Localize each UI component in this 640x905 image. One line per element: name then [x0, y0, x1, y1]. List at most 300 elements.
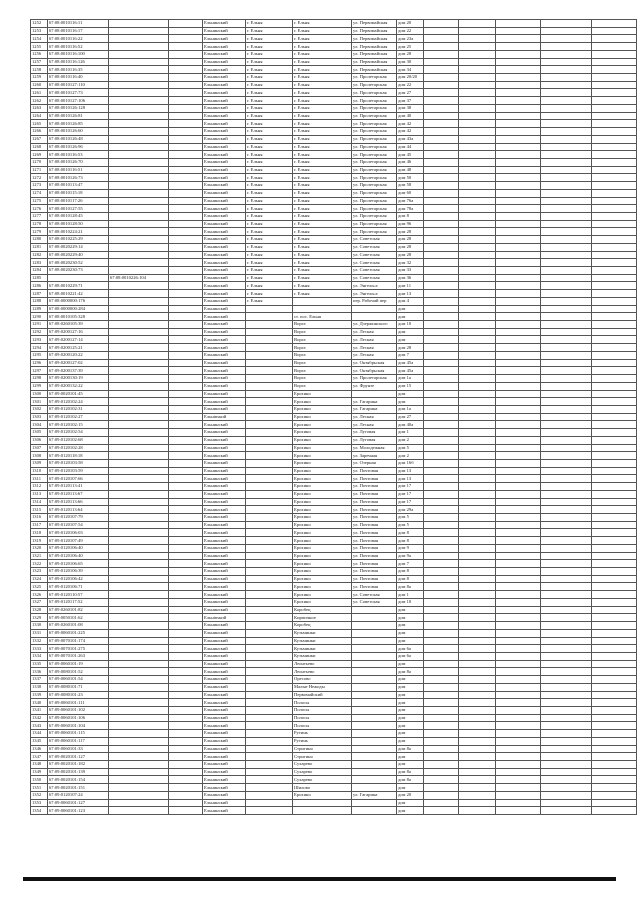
table-cell: [246, 398, 293, 406]
table-cell: 67:09:0120117:52: [48, 598, 109, 606]
table-cell: [459, 459, 496, 467]
table-cell: г. Ельня: [246, 189, 293, 197]
table-cell: дом 20: [397, 791, 424, 799]
table-cell: [352, 637, 397, 645]
table-cell: г. Ельня: [293, 143, 352, 151]
table-cell: [459, 74, 496, 82]
table-cell: [459, 514, 496, 522]
table-cell: [169, 328, 203, 336]
table-cell: [424, 598, 459, 606]
table-cell: [459, 66, 496, 74]
table-cell: [424, 267, 459, 275]
table-cell: Ерохино: [293, 436, 352, 444]
table-cell: дом 8: [397, 529, 424, 537]
table-cell: ул. Советская: [352, 236, 397, 244]
table-cell: Ерохино: [293, 583, 352, 591]
table-cell: ул. Пролетарская: [352, 212, 397, 220]
table-row: [31, 151, 637, 159]
table-cell: г. Ельня: [293, 182, 352, 190]
table-cell: г. Ельня: [293, 151, 352, 159]
table-cell: [541, 405, 592, 413]
table-cell: Ельнинский: [203, 197, 246, 205]
table-cell: ул. Пролетарская: [352, 189, 397, 197]
table-cell: [352, 390, 397, 398]
table-cell: 1325: [31, 583, 48, 591]
table-cell: Ерохино: [293, 398, 352, 406]
table-cell: г. Ельня: [293, 74, 352, 82]
table-cell: [496, 776, 541, 784]
table-cell: 67:09:0120102:54: [48, 429, 109, 437]
table-cell: [459, 27, 496, 35]
table-cell: ул. Луговая: [352, 429, 397, 437]
table-cell: [352, 676, 397, 684]
table-cell: ул. Лесная: [352, 351, 397, 359]
table-cell: 67:08:0010116:17: [48, 27, 109, 35]
table-cell: Ерохино: [293, 429, 352, 437]
table-cell: [109, 668, 169, 676]
table-cell: Ерохино: [293, 475, 352, 483]
table-cell: [541, 722, 592, 730]
table-cell: [541, 128, 592, 136]
table-cell: г. Ельня: [293, 97, 352, 105]
table-cell: 67:08:0000000:176: [48, 297, 109, 305]
table-cell: дом 13: [397, 290, 424, 298]
table-cell: [246, 784, 293, 792]
table-cell: г. Ельня: [246, 158, 293, 166]
table-cell: 67:08:0010116:51: [48, 166, 109, 174]
table-row: [31, 182, 637, 190]
table-cell: г. Ельня: [293, 43, 352, 51]
table-cell: [109, 452, 169, 460]
table-cell: [496, 290, 541, 298]
table-row: [31, 737, 637, 745]
table-cell: [424, 313, 459, 321]
table-cell: [541, 791, 592, 799]
table-cell: Ельнинский: [203, 436, 246, 444]
table-cell: [496, 297, 541, 305]
table-cell: ул. Первомайская: [352, 27, 397, 35]
table-cell: 1350: [31, 776, 48, 784]
table-cell: 1320: [31, 544, 48, 552]
table-cell: Ворга: [293, 344, 352, 352]
table-cell: г. Ельня: [293, 135, 352, 143]
table-cell: Ворга: [293, 367, 352, 375]
table-cell: [459, 158, 496, 166]
table-cell: [496, 722, 541, 730]
table-cell: [592, 784, 637, 792]
table-cell: Ерохино: [293, 544, 352, 552]
table-cell: [459, 622, 496, 630]
table-cell: 67:09:0020101:45: [48, 390, 109, 398]
table-cell: [109, 521, 169, 529]
table-cell: дом 6а: [397, 652, 424, 660]
table-cell: Первомайский: [293, 691, 352, 699]
table-cell: [424, 552, 459, 560]
table-cell: [459, 784, 496, 792]
table-row: [31, 166, 637, 174]
table-cell: [109, 761, 169, 769]
table-cell: [169, 660, 203, 668]
table-cell: 67:09:0120102:68: [48, 436, 109, 444]
table-cell: Ерохино: [293, 568, 352, 576]
table-cell: г. Ельня: [246, 97, 293, 105]
table-cell: г. Ельня: [246, 27, 293, 35]
table-cell: [109, 637, 169, 645]
table-cell: [169, 514, 203, 522]
table-cell: [541, 614, 592, 622]
table-cell: [541, 629, 592, 637]
table-cell: [541, 35, 592, 43]
table-cell: [109, 81, 169, 89]
table-cell: Ельнинский: [203, 537, 246, 545]
table-cell: 67:08:0010116:22: [48, 35, 109, 43]
table-cell: дом 60: [397, 189, 424, 197]
table-cell: [424, 475, 459, 483]
table-cell: [169, 652, 203, 660]
table-cell: [169, 637, 203, 645]
table-cell: [496, 529, 541, 537]
table-cell: 1291: [31, 321, 48, 329]
table-cell: 1288: [31, 297, 48, 305]
table-cell: [496, 228, 541, 236]
table-cell: [109, 290, 169, 298]
table-cell: дом: [397, 390, 424, 398]
table-row: [31, 676, 637, 684]
table-cell: 67:09:0050101:62: [48, 614, 109, 622]
table-cell: [592, 791, 637, 799]
table-cell: [109, 328, 169, 336]
table-cell: [496, 143, 541, 151]
table-cell: [592, 637, 637, 645]
table-cell: [424, 668, 459, 676]
table-cell: Ерохино: [293, 552, 352, 560]
table-cell: ул. Пролетарская: [352, 166, 397, 174]
table-cell: [459, 189, 496, 197]
table-cell: дом 8: [397, 212, 424, 220]
table-cell: [424, 351, 459, 359]
table-cell: [541, 243, 592, 251]
table-cell: [352, 807, 397, 815]
table-cell: [109, 514, 169, 522]
table-cell: дом 27: [397, 413, 424, 421]
table-cell: [169, 189, 203, 197]
table-cell: г. Ельня: [293, 50, 352, 58]
table-cell: [246, 730, 293, 738]
table-cell: [246, 807, 293, 815]
table-cell: дом 2: [397, 436, 424, 444]
table-cell: г. Ельня: [293, 20, 352, 28]
table-cell: 67:08:0010221:42: [48, 290, 109, 298]
table-cell: [541, 598, 592, 606]
table-cell: [496, 745, 541, 753]
table-cell: 1279: [31, 228, 48, 236]
table-cell: [424, 791, 459, 799]
table-cell: 1335: [31, 660, 48, 668]
table-cell: Ельнинский: [203, 97, 246, 105]
table-cell: [496, 259, 541, 267]
table-cell: 1301: [31, 398, 48, 406]
table-cell: [109, 459, 169, 467]
table-cell: дом: [397, 683, 424, 691]
table-cell: Ерохино: [293, 452, 352, 460]
table-cell: [109, 791, 169, 799]
table-cell: [496, 189, 541, 197]
table-row: [31, 776, 637, 784]
table-cell: ул. Почтовая: [352, 490, 397, 498]
table-cell: [169, 120, 203, 128]
table-cell: Ельнинский: [203, 182, 246, 190]
table-cell: [496, 282, 541, 290]
table-cell: Ерохино: [293, 598, 352, 606]
table-cell: г. Ельня: [246, 174, 293, 182]
table-cell: [293, 305, 352, 313]
table-cell: [424, 560, 459, 568]
table-cell: 67:08:0010126:81: [48, 112, 109, 120]
table-row: [31, 722, 637, 730]
table-cell: 1266: [31, 128, 48, 136]
table-cell: дом: [397, 799, 424, 807]
table-cell: 67:08:0010113:47: [48, 182, 109, 190]
table-cell: [592, 745, 637, 753]
table-cell: [541, 444, 592, 452]
table-cell: [246, 328, 293, 336]
table-row: [31, 629, 637, 637]
table-cell: [109, 660, 169, 668]
table-cell: [109, 35, 169, 43]
table-cell: [109, 730, 169, 738]
table-cell: 67:08:0010116:40: [48, 74, 109, 82]
table-cell: [541, 382, 592, 390]
table-cell: [541, 552, 592, 560]
table-cell: 1333: [31, 645, 48, 653]
table-cell: дом 20/20: [397, 74, 424, 82]
table-cell: [169, 459, 203, 467]
table-cell: [109, 807, 169, 815]
table-cell: г. Ельня: [246, 166, 293, 174]
table-cell: Полосы: [293, 699, 352, 707]
table-cell: [496, 81, 541, 89]
table-cell: Ельнинский: [203, 629, 246, 637]
table-cell: [541, 475, 592, 483]
table-cell: [459, 506, 496, 514]
table-row: [31, 637, 637, 645]
table-cell: [496, 112, 541, 120]
table-cell: Ельнинский: [203, 560, 246, 568]
table-cell: Ерохино: [293, 483, 352, 491]
table-cell: [496, 799, 541, 807]
table-cell: [592, 43, 637, 51]
table-cell: [246, 722, 293, 730]
table-cell: [541, 490, 592, 498]
table-cell: [352, 652, 397, 660]
table-cell: [459, 467, 496, 475]
table-cell: Рутинь: [293, 737, 352, 745]
table-cell: [496, 629, 541, 637]
table-cell: [459, 251, 496, 259]
table-cell: [424, 220, 459, 228]
table-cell: Ельнинский: [203, 776, 246, 784]
table-cell: г. Ельня: [293, 290, 352, 298]
table-cell: [169, 182, 203, 190]
registry-table-body: [31, 20, 637, 815]
table-cell: 67:09:0200127:16: [48, 328, 109, 336]
table-cell: 1297: [31, 367, 48, 375]
table-cell: 67:08:0010126:85: [48, 120, 109, 128]
table-cell: дом: [397, 660, 424, 668]
table-cell: г. Ельня: [293, 220, 352, 228]
table-cell: [496, 274, 541, 282]
table-cell: 67:09:0120106:42: [48, 575, 109, 583]
table-row: [31, 691, 637, 699]
table-cell: [352, 784, 397, 792]
table-cell: [541, 591, 592, 599]
table-cell: 1323: [31, 568, 48, 576]
table-row: [31, 104, 637, 112]
table-cell: Ерохино: [293, 421, 352, 429]
table-cell: [592, 112, 637, 120]
table-cell: [496, 313, 541, 321]
table-cell: [109, 251, 169, 259]
table-cell: дом 45: [397, 151, 424, 159]
table-cell: [459, 490, 496, 498]
table-cell: [592, 189, 637, 197]
table-cell: [459, 614, 496, 622]
table-cell: [169, 737, 203, 745]
table-cell: [459, 552, 496, 560]
table-cell: дом 5: [397, 514, 424, 522]
table-cell: ул. Пролетарская: [352, 375, 397, 383]
table-cell: [424, 104, 459, 112]
table-cell: [459, 714, 496, 722]
table-cell: дом 28: [397, 50, 424, 58]
table-cell: дом: [397, 313, 424, 321]
table-cell: [246, 753, 293, 761]
table-cell: 1269: [31, 151, 48, 159]
table-cell: [169, 367, 203, 375]
table-cell: [352, 745, 397, 753]
table-cell: дом: [397, 305, 424, 313]
table-cell: Ельнинский: [203, 591, 246, 599]
table-cell: 67:09:0120106:40: [48, 544, 109, 552]
table-cell: [352, 645, 397, 653]
table-cell: Ельнинский: [203, 467, 246, 475]
table-cell: [459, 328, 496, 336]
table-cell: 1280: [31, 236, 48, 244]
table-cell: Ельнинский: [203, 544, 246, 552]
table-row: [31, 89, 637, 97]
table-cell: 1277: [31, 212, 48, 220]
table-cell: [496, 544, 541, 552]
table-row: [31, 212, 637, 220]
table-cell: [424, 143, 459, 151]
table-cell: г. Ельня: [246, 274, 293, 282]
table-cell: [592, 20, 637, 28]
table-cell: [424, 166, 459, 174]
table-cell: [541, 197, 592, 205]
table-cell: Ельнинский: [203, 328, 246, 336]
table-cell: [541, 683, 592, 691]
table-cell: [109, 591, 169, 599]
table-cell: [459, 151, 496, 159]
table-cell: [496, 120, 541, 128]
table-cell: 1273: [31, 182, 48, 190]
table-cell: 1305: [31, 429, 48, 437]
table-cell: [459, 776, 496, 784]
table-cell: [352, 313, 397, 321]
table-cell: [109, 614, 169, 622]
table-cell: [541, 104, 592, 112]
table-cell: 67:09:0080101:52: [48, 668, 109, 676]
table-cell: [169, 321, 203, 329]
table-cell: [169, 405, 203, 413]
table-cell: Ворга: [293, 328, 352, 336]
table-cell: 67:08:0010115:18: [48, 189, 109, 197]
table-cell: г. Ельня: [293, 27, 352, 35]
table-cell: 67:08:0010128:45: [48, 212, 109, 220]
table-cell: ул. Почтовая: [352, 514, 397, 522]
table-cell: [169, 436, 203, 444]
table-cell: Ельнинский: [203, 43, 246, 51]
table-cell: [109, 43, 169, 51]
table-cell: дом 1а: [397, 405, 424, 413]
table-row: [31, 714, 637, 722]
table-cell: [592, 652, 637, 660]
table-cell: [496, 568, 541, 576]
table-cell: [496, 737, 541, 745]
table-cell: [541, 290, 592, 298]
table-cell: дом 11: [397, 282, 424, 290]
table-cell: г. Ельня: [293, 212, 352, 220]
table-cell: дом 17: [397, 498, 424, 506]
table-cell: 1345: [31, 737, 48, 745]
table-cell: 67:09:0070101:275: [48, 645, 109, 653]
table-cell: [541, 151, 592, 159]
table-cell: [496, 459, 541, 467]
table-cell: г. Ельня: [293, 205, 352, 213]
table-cell: Ельнинский: [203, 598, 246, 606]
table-cell: [592, 475, 637, 483]
table-cell: 1300: [31, 390, 48, 398]
table-cell: дом 38: [397, 104, 424, 112]
table-cell: ул. Советская: [352, 598, 397, 606]
table-cell: [246, 629, 293, 637]
table-row: [31, 683, 637, 691]
table-cell: 1255: [31, 43, 48, 51]
table-cell: 1337: [31, 676, 48, 684]
table-cell: 1298: [31, 375, 48, 383]
table-cell: [541, 529, 592, 537]
table-cell: [246, 575, 293, 583]
table-cell: [592, 104, 637, 112]
table-cell: [169, 290, 203, 298]
table-cell: ул. Советская: [352, 267, 397, 275]
table-cell: Ерохино: [293, 490, 352, 498]
table-cell: 67:08:0010126:70: [48, 158, 109, 166]
table-cell: [592, 598, 637, 606]
table-cell: 1338: [31, 683, 48, 691]
table-row: [31, 514, 637, 522]
table-cell: [246, 367, 293, 375]
table-cell: [496, 212, 541, 220]
table-cell: [109, 405, 169, 413]
table-cell: ул. Пролетарская: [352, 151, 397, 159]
table-cell: [424, 722, 459, 730]
table-cell: [352, 730, 397, 738]
table-cell: г. Ельня: [246, 267, 293, 275]
table-cell: 67:09:0020101:154: [48, 776, 109, 784]
table-cell: Ельнинский: [203, 375, 246, 383]
table-row: [31, 259, 637, 267]
